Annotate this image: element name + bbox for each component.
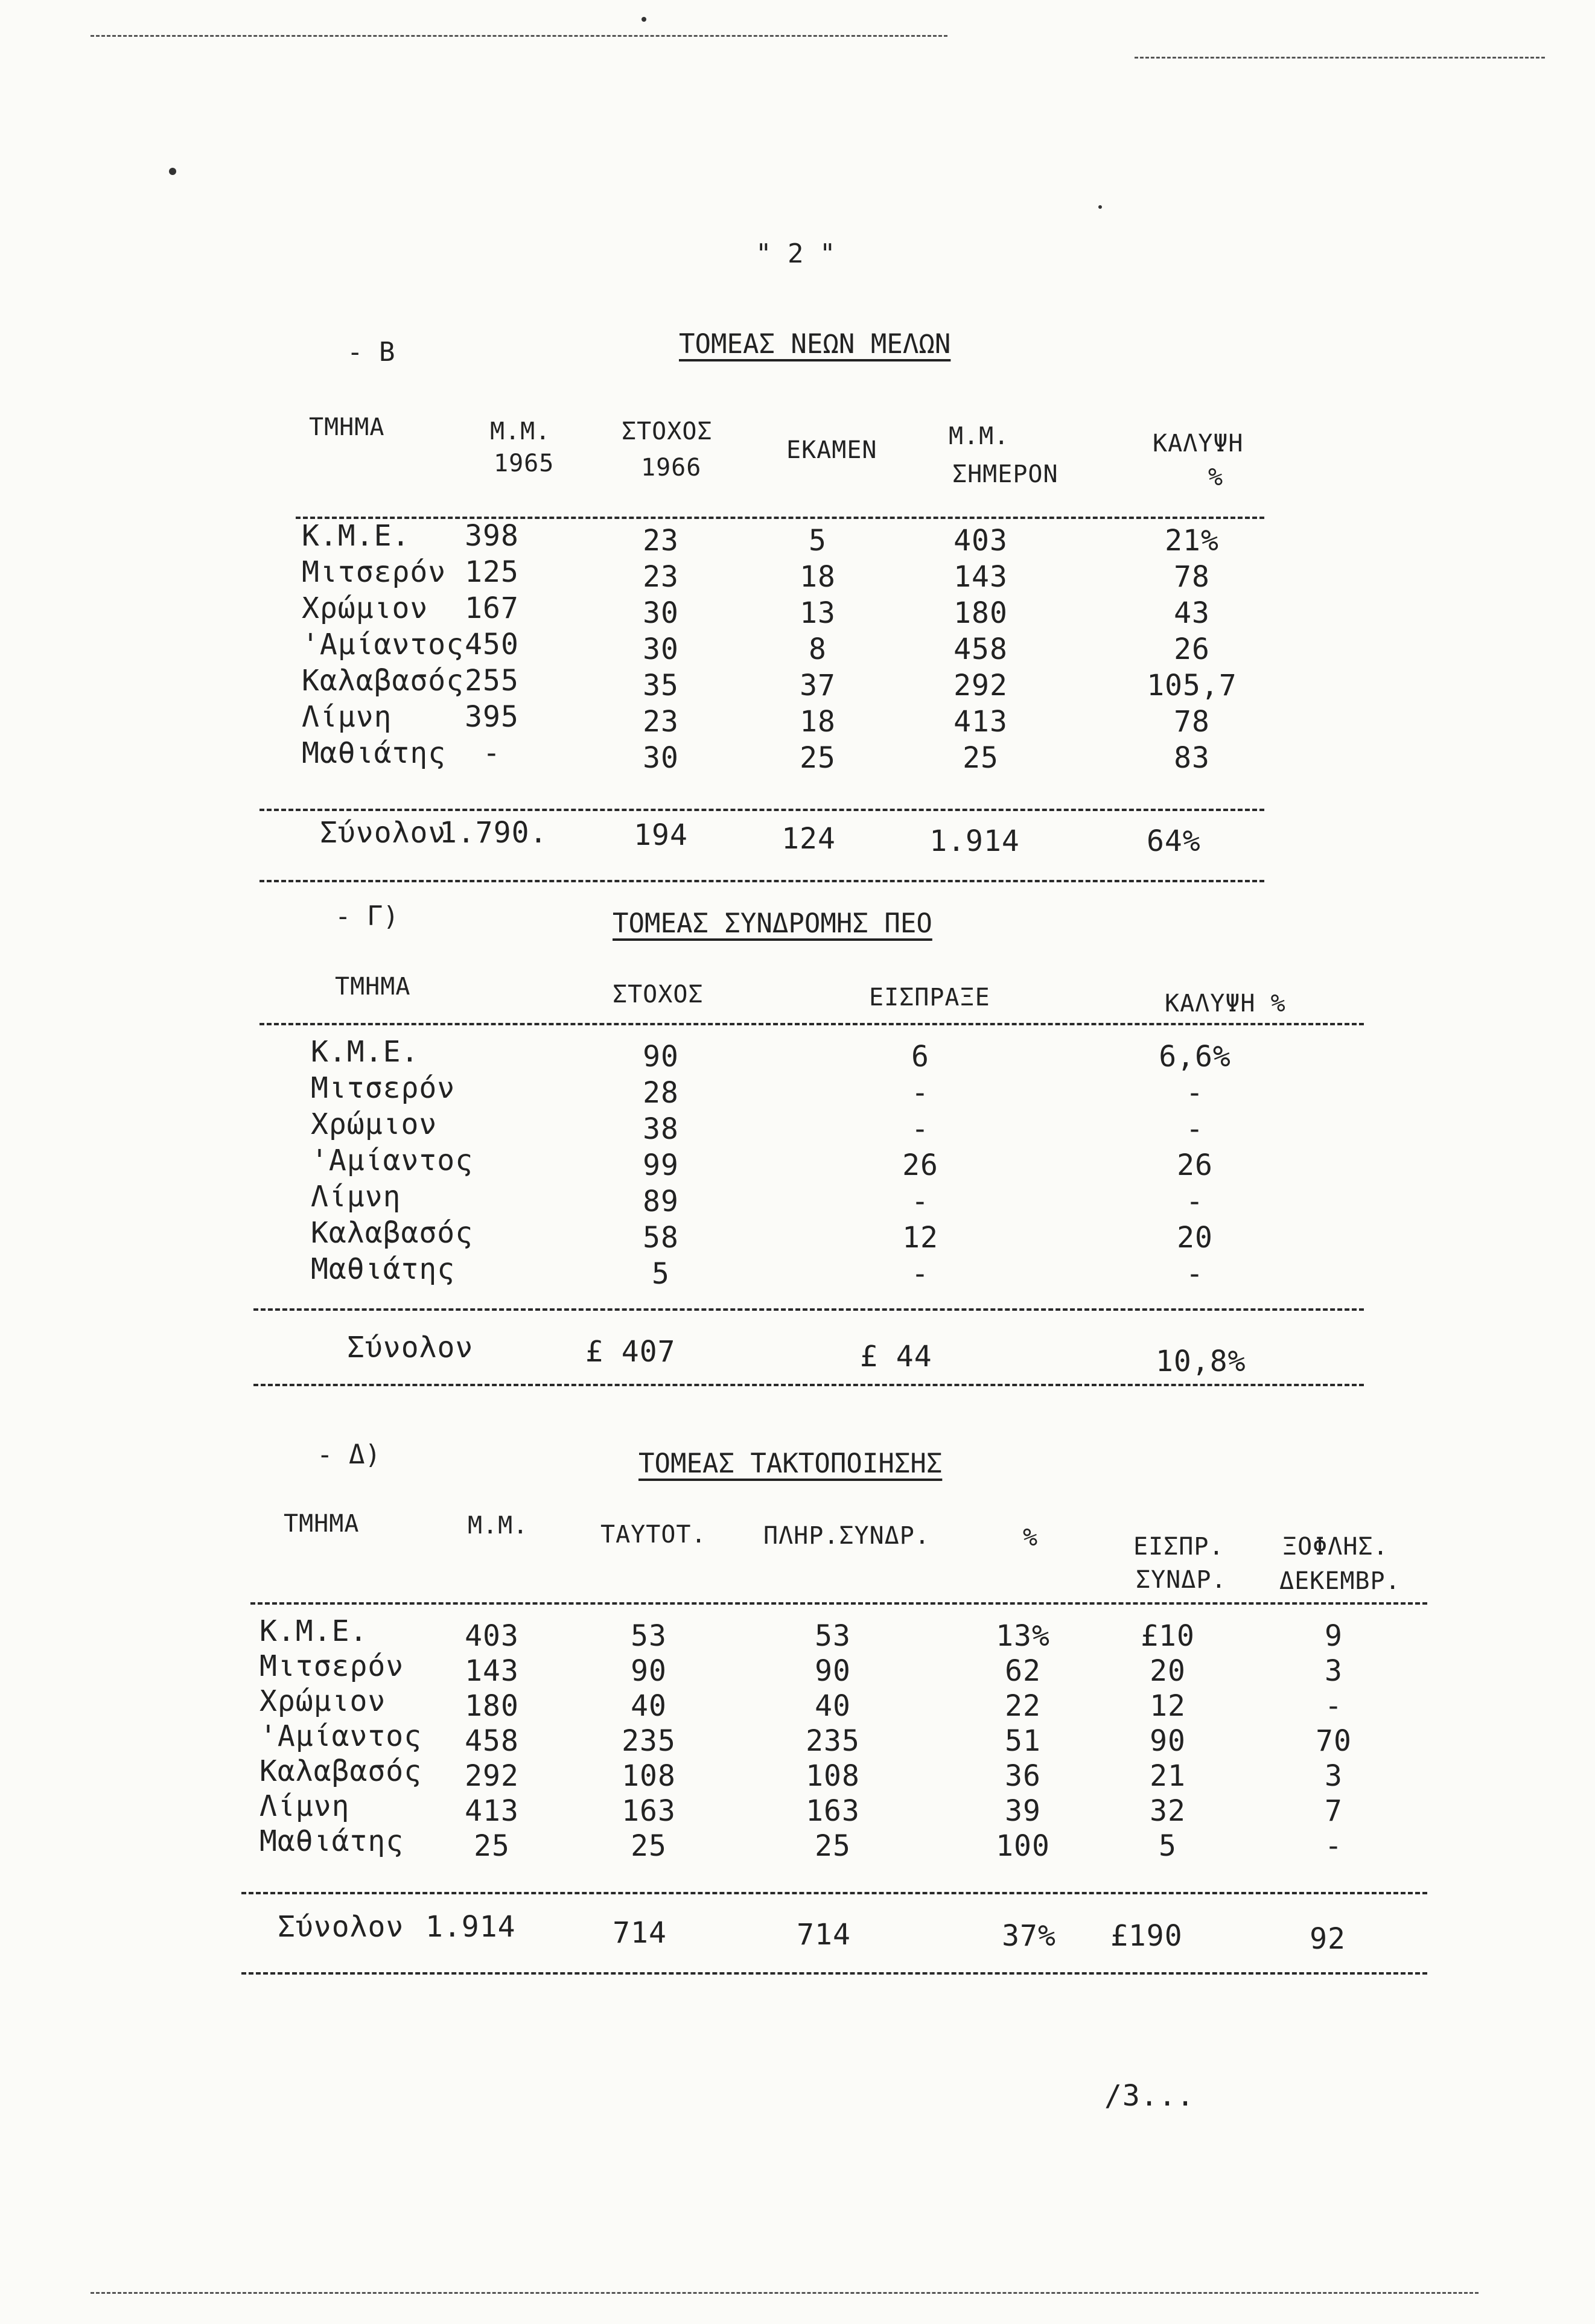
b-total-mm: 1.790. [439, 816, 548, 850]
b-row-simeron: 403 [953, 524, 1008, 558]
g-total-kalypsi: 10,8% [1156, 1345, 1246, 1378]
d-row-plir: 90 [815, 1654, 851, 1688]
b-row-ekamen: 37 [800, 669, 836, 702]
d-row-plir: 53 [815, 1619, 851, 1653]
d-total-eispr: £190 [1110, 1919, 1183, 1953]
g-row-eispraxe: 12 [902, 1221, 938, 1255]
scan-line-top-right [1135, 57, 1545, 59]
b-header-mm-year: 1965 [494, 450, 555, 477]
d-header-eispr: ΕΙΣΠΡ. [1133, 1533, 1224, 1561]
d-row-name: Μιτσερόν [259, 1649, 404, 1683]
section-g-title: ΤΟΜΕΑΣ ΣΥΝΔΡΟΜΗΣ ΠΕΟ [613, 908, 932, 939]
d-total-name: Σύνολον [278, 1910, 404, 1944]
b-row-ekamen: 8 [809, 632, 827, 666]
b-row-ekamen: 18 [800, 705, 836, 739]
d-row-name: Κ.Μ.Ε. [259, 1614, 368, 1648]
g-total-rule-top [253, 1308, 1364, 1311]
d-header-pct: % [1023, 1524, 1039, 1552]
d-total-pct: 37% [1002, 1919, 1056, 1953]
d-total-rule-bottom [241, 1972, 1427, 1975]
g-header-tmima: ΤΜΗΜΑ [335, 973, 411, 1001]
b-row-stoxos: 23 [643, 524, 679, 558]
b-row-name: Μαθιάτης [302, 736, 447, 770]
b-row-ekamen: 25 [800, 741, 836, 775]
d-row-exofl: 70 [1316, 1724, 1352, 1758]
b-row-simeron: 25 [963, 741, 999, 775]
d-header-exofl-dek: ΔΕΚΕΜΒΡ. [1279, 1567, 1401, 1595]
d-row-pct: 36 [1005, 1759, 1041, 1793]
b-header-kalypsi-pct: % [1208, 463, 1224, 491]
g-row-kalypsi: - [1186, 1185, 1204, 1218]
b-row-kalypsi: 78 [1174, 705, 1210, 739]
scan-speck [1098, 205, 1102, 209]
d-row-name: Καλαβασός [259, 1754, 422, 1788]
b-row-kalypsi: 43 [1174, 596, 1210, 630]
d-row-taytot: 235 [622, 1724, 676, 1758]
g-row-name: Μαθιάτης [311, 1252, 456, 1286]
d-row-eispr: 32 [1150, 1794, 1186, 1828]
d-header-taytot: ΤΑΥΤΟΤ. [600, 1521, 707, 1549]
d-header-plir: ΠΛΗΡ.ΣΥΝΔΡ. [763, 1522, 930, 1550]
b-total-kalypsi: 64% [1147, 824, 1201, 858]
b-header-rule [296, 517, 1264, 519]
g-row-stoxos: 28 [643, 1076, 679, 1110]
g-header-stoxos: ΣΤΟΧΟΣ [613, 981, 704, 1008]
g-row-kalypsi: 6,6% [1159, 1040, 1231, 1074]
d-row-mm: 180 [465, 1689, 519, 1723]
g-row-name: Κ.Μ.Ε. [311, 1035, 419, 1069]
b-row-kalypsi: 105,7 [1147, 669, 1237, 702]
b-row-ekamen: 13 [800, 596, 836, 630]
d-row-eispr: 12 [1150, 1689, 1186, 1723]
b-header-ekamen: ΕΚΑΜΕΝ [786, 436, 877, 464]
b-row-simeron: 458 [953, 632, 1008, 666]
g-row-name: Λίμνη [311, 1180, 401, 1214]
d-total-rule-top [241, 1892, 1427, 1894]
d-row-mm: 292 [465, 1759, 519, 1793]
b-row-mm: 167 [465, 591, 519, 625]
g-row-name: 'Αμίαντος [311, 1144, 474, 1177]
g-row-name: Μιτσερόν [311, 1071, 456, 1105]
g-total-name: Σύνολον [347, 1331, 474, 1364]
b-row-kalypsi: 83 [1174, 741, 1210, 775]
g-row-name: Χρώμιον [311, 1107, 438, 1141]
d-row-pct: 22 [1005, 1689, 1041, 1723]
d-row-pct: 100 [996, 1829, 1050, 1863]
section-b-letter: - B [347, 337, 395, 368]
b-header-mm-simeron: Μ.Μ. [949, 422, 1010, 450]
b-header-mm: Μ.Μ. [490, 418, 551, 445]
b-row-simeron: 413 [953, 705, 1008, 739]
scan-speck [642, 17, 646, 22]
d-row-taytot: 25 [631, 1829, 667, 1863]
b-row-name: Κ.Μ.Ε. [302, 519, 410, 553]
b-total-simeron: 1.914 [929, 824, 1020, 858]
d-header-exofl: ΞΟΦΛΗΣ. [1282, 1533, 1389, 1561]
d-row-exofl: - [1325, 1829, 1343, 1863]
d-row-pct: 62 [1005, 1654, 1041, 1688]
d-row-plir: 40 [815, 1689, 851, 1723]
b-row-mm: 395 [465, 700, 519, 734]
b-row-mm: 398 [465, 519, 519, 553]
b-row-name: 'Αμίαντος [302, 628, 465, 661]
g-row-eispraxe: - [911, 1257, 929, 1291]
g-header-eispraxe: ΕΙΣΠΡΑΞΕ [869, 984, 990, 1011]
d-row-plir: 25 [815, 1829, 851, 1863]
d-row-mm: 25 [474, 1829, 510, 1863]
d-total-exofl: 92 [1310, 1922, 1346, 1956]
d-header-rule [250, 1602, 1427, 1605]
d-row-mm: 403 [465, 1619, 519, 1653]
d-header-tmima: ΤΜΗΜΑ [284, 1510, 360, 1538]
b-header-tmima: ΤΜΗΜΑ [309, 413, 385, 441]
d-row-name: Μαθιάτης [259, 1824, 404, 1858]
g-row-kalypsi: 26 [1177, 1148, 1213, 1182]
g-row-eispraxe: - [911, 1112, 929, 1146]
b-row-simeron: 143 [953, 560, 1008, 594]
d-row-pct: 51 [1005, 1724, 1041, 1758]
d-row-eispr: 5 [1159, 1829, 1177, 1863]
b-header-simeron: ΣΗΜΕΡΟΝ [952, 460, 1059, 488]
d-row-plir: 108 [806, 1759, 860, 1793]
b-row-ekamen: 18 [800, 560, 836, 594]
d-row-eispr: £10 [1141, 1619, 1195, 1653]
b-row-stoxos: 30 [643, 741, 679, 775]
b-total-name: Σύνολον [320, 816, 447, 850]
section-d-letter: - Δ) [317, 1439, 381, 1470]
d-header-mm: Μ.Μ. [468, 1512, 529, 1539]
d-row-eispr: 90 [1150, 1724, 1186, 1758]
b-row-stoxos: 23 [643, 560, 679, 594]
d-row-taytot: 108 [622, 1759, 676, 1793]
d-row-name: 'Αμίαντος [259, 1719, 422, 1753]
b-row-kalypsi: 21% [1165, 524, 1219, 558]
g-row-stoxos: 5 [652, 1257, 670, 1291]
d-row-name: Χρώμιον [259, 1684, 386, 1718]
g-row-stoxos: 99 [643, 1148, 679, 1182]
g-row-eispraxe: 6 [911, 1040, 929, 1074]
d-row-name: Λίμνη [259, 1789, 350, 1823]
d-total-plir: 714 [797, 1918, 851, 1952]
g-header-kalypsi: ΚΑΛΥΨΗ % [1165, 990, 1286, 1017]
b-row-stoxos: 30 [643, 596, 679, 630]
scan-line-bottom [91, 2292, 1479, 2294]
b-row-ekamen: 5 [809, 524, 827, 558]
g-row-eispraxe: 26 [902, 1148, 938, 1182]
d-row-mm: 143 [465, 1654, 519, 1688]
b-total-stoxos: 194 [634, 818, 688, 852]
d-row-taytot: 90 [631, 1654, 667, 1688]
b-row-mm: - [483, 736, 501, 770]
b-row-name: Μιτσερόν [302, 555, 447, 589]
section-d-title: ΤΟΜΕΑΣ ΤΑΚΤΟΠΟΙΗΣΗΣ [638, 1448, 943, 1479]
g-row-stoxos: 90 [643, 1040, 679, 1074]
g-row-eispraxe: - [911, 1185, 929, 1218]
b-row-name: Χρώμιον [302, 591, 428, 625]
d-row-exofl: 3 [1325, 1759, 1343, 1793]
d-row-mm: 413 [465, 1794, 519, 1828]
b-row-simeron: 180 [953, 596, 1008, 630]
d-row-eispr: 21 [1150, 1759, 1186, 1793]
d-row-exofl: 7 [1325, 1794, 1343, 1828]
d-row-taytot: 163 [622, 1794, 676, 1828]
d-row-eispr: 20 [1150, 1654, 1186, 1688]
b-row-name: Καλαβασός [302, 664, 465, 698]
b-header-kalypsi: ΚΑΛΥΨΗ [1153, 430, 1244, 457]
d-row-mm: 458 [465, 1724, 519, 1758]
d-row-plir: 235 [806, 1724, 860, 1758]
b-row-stoxos: 30 [643, 632, 679, 666]
g-total-stoxos: £ 407 [585, 1335, 676, 1369]
g-row-name: Καλαβασός [311, 1216, 474, 1250]
d-total-taytot: 714 [613, 1916, 667, 1950]
b-total-ekamen: 124 [782, 822, 836, 856]
b-row-mm: 450 [465, 628, 519, 661]
footer-ref: /3... [1104, 2079, 1195, 2113]
scan-line-top [91, 35, 947, 37]
d-total-mm: 1.914 [425, 1910, 516, 1944]
b-row-kalypsi: 26 [1174, 632, 1210, 666]
d-row-pct: 39 [1005, 1794, 1041, 1828]
b-row-mm: 125 [465, 555, 519, 589]
g-row-kalypsi: - [1186, 1112, 1204, 1146]
b-header-stoxos: ΣΤΟΧΟΣ [622, 418, 713, 445]
g-total-eispraxe: £ 44 [860, 1340, 932, 1374]
g-row-eispraxe: - [911, 1076, 929, 1110]
d-row-exofl: - [1325, 1689, 1343, 1723]
g-row-stoxos: 38 [643, 1112, 679, 1146]
d-row-taytot: 53 [631, 1619, 667, 1653]
b-header-stoxos-year: 1966 [641, 454, 702, 482]
scan-speck [169, 168, 176, 175]
section-g-letter: - Γ) [335, 901, 399, 932]
g-total-rule-bottom [253, 1384, 1364, 1386]
g-row-kalypsi: - [1186, 1257, 1204, 1291]
d-header-eispr-synd: ΣΥΝΔΡ. [1136, 1566, 1227, 1594]
b-total-rule-top [259, 809, 1264, 811]
d-row-pct: 13% [996, 1619, 1050, 1653]
d-row-taytot: 40 [631, 1689, 667, 1723]
b-row-name: Λίμνη [302, 700, 392, 734]
d-row-plir: 163 [806, 1794, 860, 1828]
b-row-stoxos: 35 [643, 669, 679, 702]
g-header-rule [259, 1023, 1364, 1025]
d-row-exofl: 3 [1325, 1654, 1343, 1688]
b-row-kalypsi: 78 [1174, 560, 1210, 594]
b-row-mm: 255 [465, 664, 519, 698]
section-b-title: ΤΟΜΕΑΣ ΝΕΩΝ ΜΕΛΩΝ [679, 329, 951, 360]
g-row-stoxos: 89 [643, 1185, 679, 1218]
g-row-kalypsi: 20 [1177, 1221, 1213, 1255]
page-number: " 2 " [756, 238, 836, 269]
b-row-simeron: 292 [953, 669, 1008, 702]
g-row-kalypsi: - [1186, 1076, 1204, 1110]
g-row-stoxos: 58 [643, 1221, 679, 1255]
b-row-stoxos: 23 [643, 705, 679, 739]
b-total-rule-bottom [259, 880, 1264, 882]
d-row-exofl: 9 [1325, 1619, 1343, 1653]
